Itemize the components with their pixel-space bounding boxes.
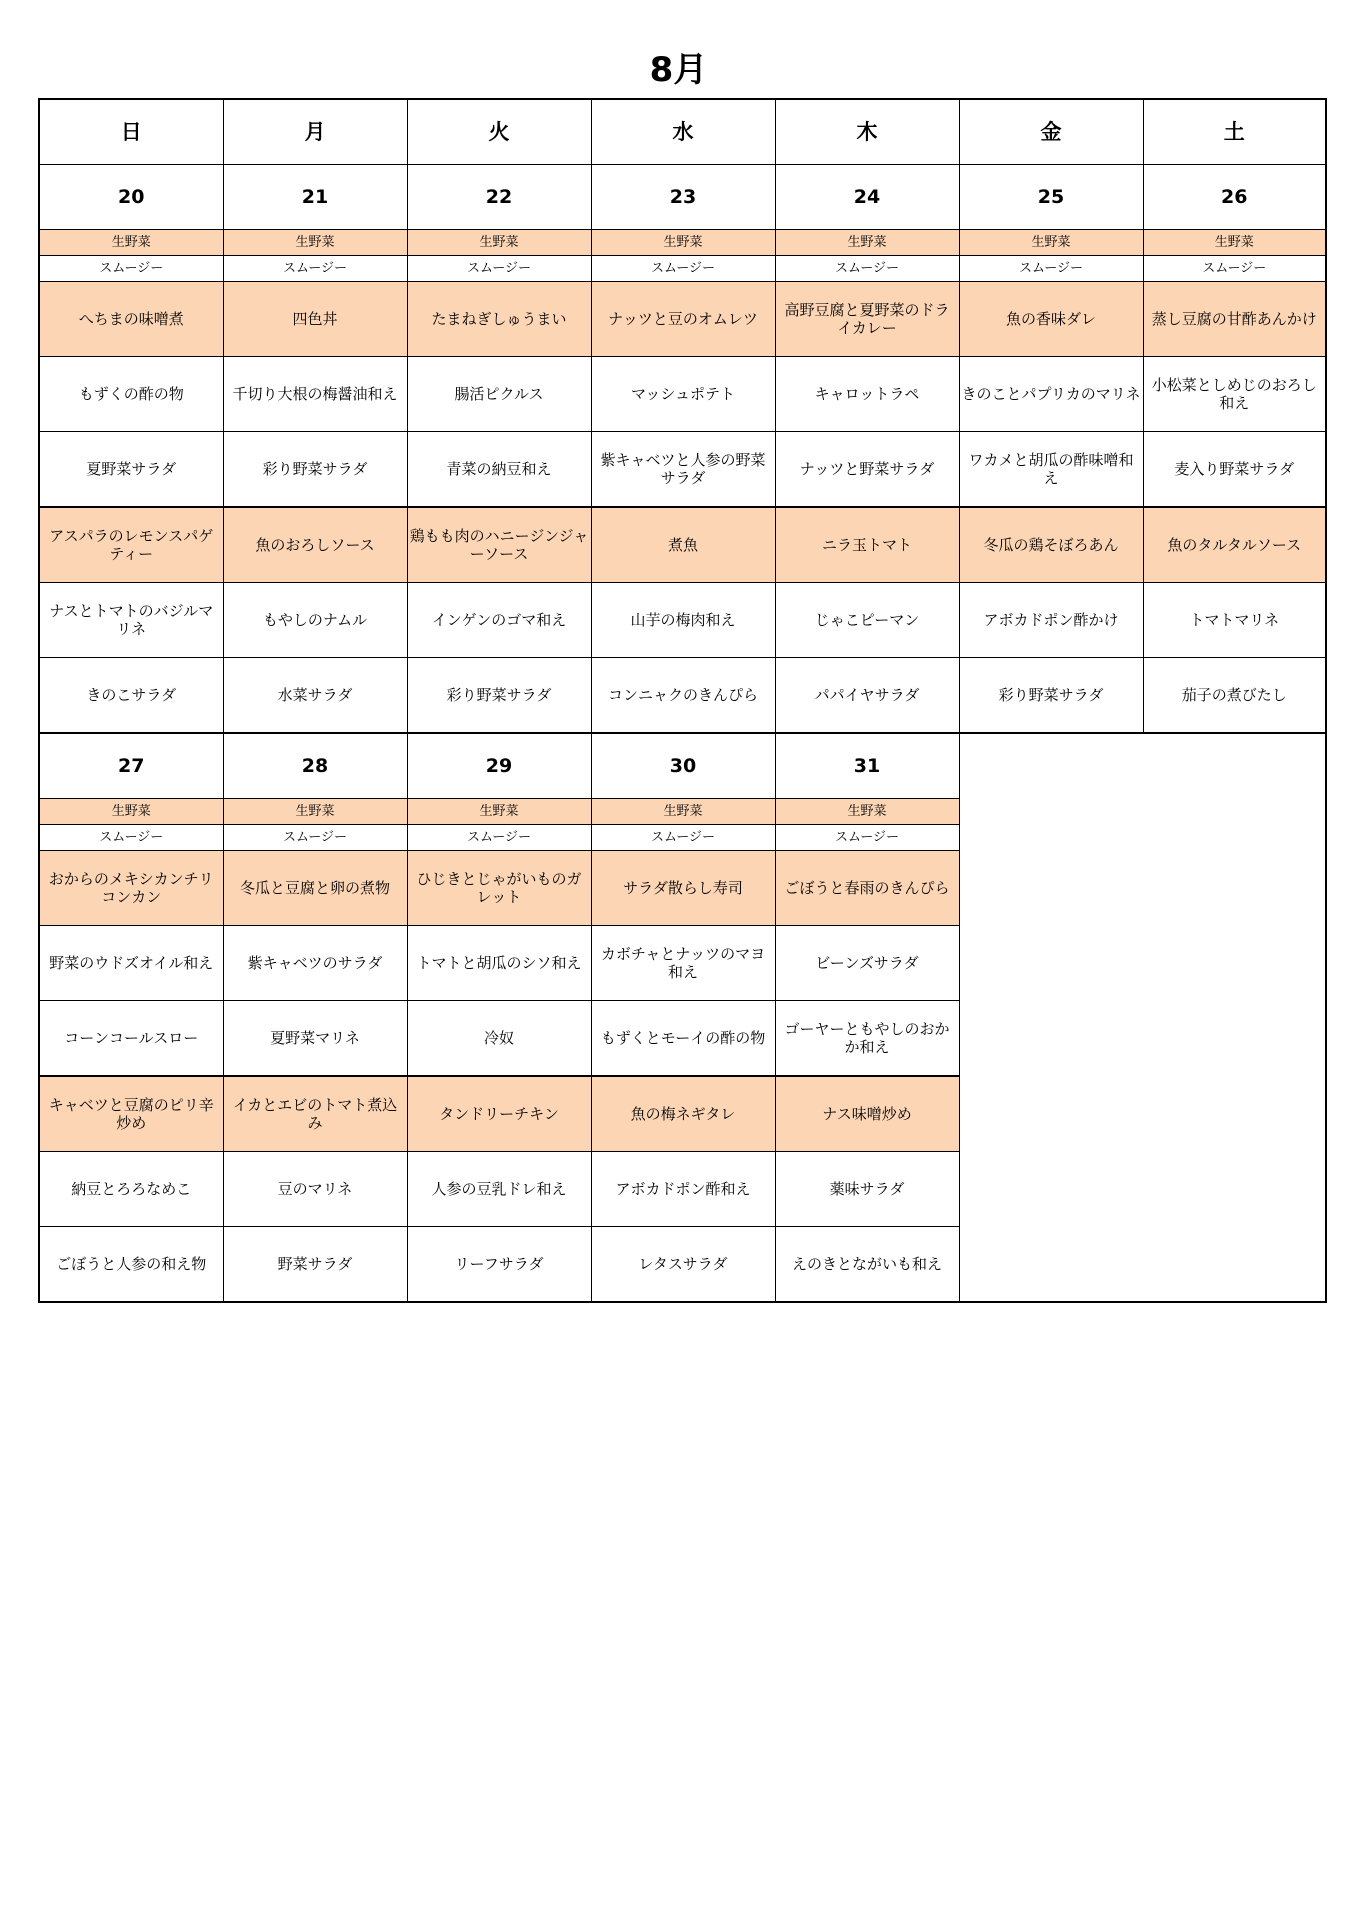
smoothie-cell: スムージー <box>223 825 407 851</box>
main-dish-cell: 冬瓜の鶏そぼろあん <box>959 507 1143 583</box>
side-dish-cell: 豆のマリネ <box>223 1152 407 1227</box>
side-dish-cell: キャロットラペ <box>775 357 959 432</box>
date-cell: 24 <box>775 165 959 230</box>
side-dish-cell: インゲンのゴマ和え <box>407 583 591 658</box>
side-dish-cell: きのことパプリカのマリネ <box>959 357 1143 432</box>
side-dish-cell: 彩り野菜サラダ <box>223 432 407 508</box>
side-dish-cell: 千切り大根の梅醤油和え <box>223 357 407 432</box>
side-dish-row <box>39 432 1326 508</box>
date-cell: 21 <box>223 165 407 230</box>
main-dish-cell: 蒸し豆腐の甘酢あんかけ <box>1143 282 1326 357</box>
main-dish-cell: ナス味噌炒め <box>775 1076 959 1152</box>
smoothie-cell: スムージー <box>223 256 407 282</box>
side-dish-cell: もずくの酢の物 <box>39 357 223 432</box>
smoothie-cell: スムージー <box>39 256 223 282</box>
smoothie-cell: スムージー <box>591 825 775 851</box>
raw-vegetable-cell: 生野菜 <box>39 799 223 825</box>
raw-vegetable-row <box>39 230 1326 256</box>
side-dish-cell: ビーンズサラダ <box>775 926 959 1001</box>
smoothie-cell: スムージー <box>407 256 591 282</box>
side-dish-cell: アボカドポン酢かけ <box>959 583 1143 658</box>
menu-calendar <box>38 98 1327 1303</box>
main-dish-cell: たまねぎしゅうまい <box>407 282 591 357</box>
raw-vegetable-cell: 生野菜 <box>39 230 223 256</box>
side-dish-cell: 小松菜としめじのおろし和え <box>1143 357 1326 432</box>
side-dish-cell: コンニャクのきんぴら <box>591 658 775 734</box>
side-dish-cell: コーンコールスロー <box>39 1001 223 1077</box>
side-dish-row <box>39 583 1326 658</box>
smoothie-cell: スムージー <box>407 825 591 851</box>
main-dish-cell: ひじきとじゃがいものガレット <box>407 851 591 926</box>
raw-vegetable-cell: 生野菜 <box>223 230 407 256</box>
main-dish-cell: 四色丼 <box>223 282 407 357</box>
main-dish-cell: 煮魚 <box>591 507 775 583</box>
side-dish-cell: 薬味サラダ <box>775 1152 959 1227</box>
side-dish-cell: 夏野菜マリネ <box>223 1001 407 1077</box>
main-dish-cell: おからのメキシカンチリコンカン <box>39 851 223 926</box>
side-dish-cell: トマトマリネ <box>1143 583 1326 658</box>
side-dish-cell: 茄子の煮びたし <box>1143 658 1326 734</box>
side-dish-cell: 麦入り野菜サラダ <box>1143 432 1326 508</box>
raw-vegetable-cell: 生野菜 <box>1143 230 1326 256</box>
side-dish-cell: 彩り野菜サラダ <box>407 658 591 734</box>
date-cell: 30 <box>591 733 775 799</box>
raw-vegetable-cell: 生野菜 <box>959 230 1143 256</box>
raw-vegetable-cell: 生野菜 <box>775 799 959 825</box>
main-dish-cell: 魚のおろしソース <box>223 507 407 583</box>
page-title: 8月 <box>649 50 708 90</box>
side-dish-cell: 紫キャベツのサラダ <box>223 926 407 1001</box>
main-dish-row <box>39 507 1326 583</box>
main-dish-cell: ごぼうと春雨のきんぴら <box>775 851 959 926</box>
smoothie-cell: スムージー <box>775 825 959 851</box>
main-dish-cell: ナッツと豆のオムレツ <box>591 282 775 357</box>
weekday-header: 火 <box>407 99 591 165</box>
side-dish-cell: マッシュポテト <box>591 357 775 432</box>
weekday-header: 木 <box>775 99 959 165</box>
side-dish-cell: リーフサラダ <box>407 1227 591 1303</box>
side-dish-cell: もやしのナムル <box>223 583 407 658</box>
raw-vegetable-cell: 生野菜 <box>591 230 775 256</box>
side-dish-cell: 彩り野菜サラダ <box>959 658 1143 734</box>
side-dish-cell: 山芋の梅肉和え <box>591 583 775 658</box>
main-dish-cell: ニラ玉トマト <box>775 507 959 583</box>
side-dish-cell: もずくとモーイの酢の物 <box>591 1001 775 1077</box>
side-dish-cell: ワカメと胡瓜の酢味噌和え <box>959 432 1143 508</box>
side-dish-cell: 腸活ピクルス <box>407 357 591 432</box>
main-dish-row <box>39 282 1326 357</box>
side-dish-cell: えのきとながいも和え <box>775 1227 959 1303</box>
main-dish-cell: 鶏もも肉のハニージンジャーソース <box>407 507 591 583</box>
date-cell: 29 <box>407 733 591 799</box>
raw-vegetable-cell: 生野菜 <box>407 230 591 256</box>
smoothie-cell: スムージー <box>39 825 223 851</box>
side-dish-cell: 野菜のウドズオイル和え <box>39 926 223 1001</box>
side-dish-row <box>39 357 1326 432</box>
side-dish-row <box>39 658 1326 734</box>
weekday-header: 月 <box>223 99 407 165</box>
date-cell: 31 <box>775 733 959 799</box>
weekday-header: 水 <box>591 99 775 165</box>
main-dish-cell: イカとエビのトマト煮込み <box>223 1076 407 1152</box>
side-dish-cell: 人参の豆乳ドレ和え <box>407 1152 591 1227</box>
main-dish-cell: アスパラのレモンスパゲティー <box>39 507 223 583</box>
side-dish-cell: カボチャとナッツのマヨ和え <box>591 926 775 1001</box>
date-cell: 20 <box>39 165 223 230</box>
smoothie-cell: スムージー <box>591 256 775 282</box>
side-dish-cell: ゴーヤーともやしのおかか和え <box>775 1001 959 1077</box>
side-dish-cell: 水菜サラダ <box>223 658 407 734</box>
smoothie-row <box>39 256 1326 282</box>
side-dish-cell: ナッツと野菜サラダ <box>775 432 959 508</box>
side-dish-cell: トマトと胡瓜のシソ和え <box>407 926 591 1001</box>
date-row <box>39 165 1326 230</box>
side-dish-cell: アボカドポン酢和え <box>591 1152 775 1227</box>
raw-vegetable-cell: 生野菜 <box>775 230 959 256</box>
side-dish-cell: ごぼうと人参の和え物 <box>39 1227 223 1303</box>
smoothie-cell: スムージー <box>775 256 959 282</box>
side-dish-cell: レタスサラダ <box>591 1227 775 1303</box>
side-dish-cell: きのこサラダ <box>39 658 223 734</box>
main-dish-cell: サラダ散らし寿司 <box>591 851 775 926</box>
raw-vegetable-cell: 生野菜 <box>223 799 407 825</box>
smoothie-cell: スムージー <box>1143 256 1326 282</box>
side-dish-cell: 夏野菜サラダ <box>39 432 223 508</box>
date-cell: 25 <box>959 165 1143 230</box>
raw-vegetable-cell: 生野菜 <box>591 799 775 825</box>
side-dish-cell: じゃこピーマン <box>775 583 959 658</box>
date-cell: 26 <box>1143 165 1326 230</box>
weekday-header: 金 <box>959 99 1143 165</box>
date-cell: 27 <box>39 733 223 799</box>
raw-vegetable-cell: 生野菜 <box>407 799 591 825</box>
side-dish-cell: 紫キャベツと人参の野菜サラダ <box>591 432 775 508</box>
side-dish-cell: パパイヤサラダ <box>775 658 959 734</box>
main-dish-cell: 魚の梅ネギタレ <box>591 1076 775 1152</box>
main-dish-cell: キャベツと豆腐のピリ辛炒め <box>39 1076 223 1152</box>
side-dish-cell: 野菜サラダ <box>223 1227 407 1303</box>
main-dish-cell: へちまの味噌煮 <box>39 282 223 357</box>
date-cell: 23 <box>591 165 775 230</box>
main-dish-cell: 冬瓜と豆腐と卵の煮物 <box>223 851 407 926</box>
weekday-header: 日 <box>39 99 223 165</box>
weekday-header-row <box>39 99 1326 165</box>
side-dish-cell: 納豆とろろなめこ <box>39 1152 223 1227</box>
weekday-header: 土 <box>1143 99 1326 165</box>
main-dish-cell: 魚のタルタルソース <box>1143 507 1326 583</box>
date-cell: 28 <box>223 733 407 799</box>
main-dish-cell: タンドリーチキン <box>407 1076 591 1152</box>
empty-area <box>959 733 1326 1302</box>
main-dish-cell: 高野豆腐と夏野菜のドライカレー <box>775 282 959 357</box>
main-dish-cell: 魚の香味ダレ <box>959 282 1143 357</box>
side-dish-cell: ナスとトマトのバジルマリネ <box>39 583 223 658</box>
date-cell: 22 <box>407 165 591 230</box>
smoothie-cell: スムージー <box>959 256 1143 282</box>
side-dish-cell: 青菜の納豆和え <box>407 432 591 508</box>
side-dish-cell: 冷奴 <box>407 1001 591 1077</box>
date-row <box>39 733 1326 799</box>
